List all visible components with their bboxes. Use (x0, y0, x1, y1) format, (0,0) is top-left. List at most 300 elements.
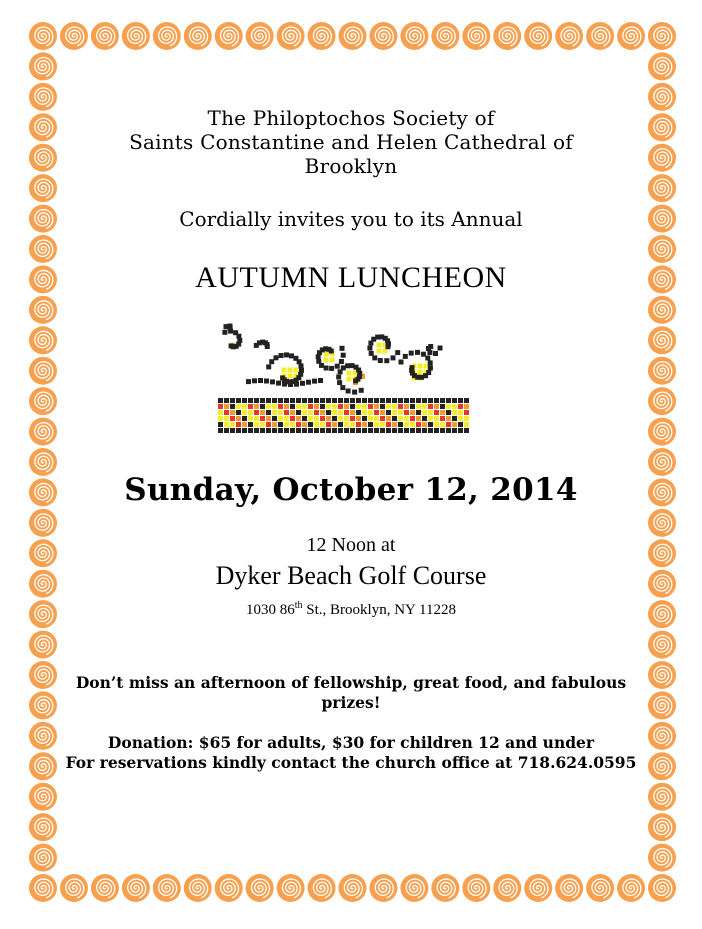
mosaic-tile (302, 404, 307, 409)
mosaic-tile (356, 404, 361, 409)
mosaic-tile (266, 416, 271, 421)
mosaic-tile (284, 404, 289, 409)
mosaic-tile (350, 422, 355, 427)
border-swirl (648, 357, 676, 385)
mosaic-tile (224, 422, 229, 427)
mosaic-tile (440, 428, 445, 433)
organization-line-2: Saints Constantine and Helen Cathedral of (129, 130, 573, 154)
border-swirl (29, 326, 57, 354)
mosaic-tile (338, 428, 343, 433)
border-swirl (215, 874, 243, 902)
mosaic-tile (345, 363, 350, 368)
mosaic-tile (242, 410, 247, 415)
mosaic-tile (440, 404, 445, 409)
mosaic-tile (308, 428, 313, 433)
mosaic-tile (428, 360, 433, 365)
mosaic-tile (404, 410, 409, 415)
mosaic-tile (341, 353, 346, 358)
mosaic-tile (398, 422, 403, 427)
mosaic-tile (350, 416, 355, 421)
mosaic-tile (330, 358, 335, 363)
border-swirl (648, 235, 676, 263)
mosaic-tile (339, 359, 344, 364)
mosaic-tile (337, 380, 342, 385)
mosaic-tile (266, 404, 271, 409)
border-swirl (29, 813, 57, 841)
mosaic-tile (279, 353, 284, 358)
border-swirl (29, 357, 57, 385)
mosaic-tile (218, 404, 223, 409)
mosaic-tile (236, 404, 241, 409)
mosaic-tile (434, 416, 439, 421)
mosaic-tile (422, 398, 427, 403)
mosaic-tile (416, 416, 421, 421)
mosaic-tile (274, 355, 279, 360)
mosaic-tile (338, 422, 343, 427)
mosaic-tile (368, 422, 373, 427)
mosaic-tile (425, 356, 430, 361)
mosaic-tile (224, 398, 229, 403)
mosaic-tile (428, 366, 433, 371)
border-swirl (339, 874, 367, 902)
mosaic-tile (410, 410, 415, 415)
mosaic-tile (270, 379, 275, 384)
mosaic-tile (266, 410, 271, 415)
mosaic-tile (320, 410, 325, 415)
border-swirl (29, 22, 57, 50)
mosaic-tile (266, 364, 271, 369)
mosaic-tile (324, 358, 329, 363)
mosaic-tile (356, 410, 361, 415)
mosaic-tile (312, 379, 317, 384)
mosaic-tile (380, 422, 385, 427)
mosaic-tile (416, 422, 421, 427)
mosaic-tile (362, 410, 367, 415)
mosaic-tile (368, 398, 373, 403)
mosaic-tile (362, 404, 367, 409)
mosaic-tile (458, 404, 463, 409)
border-swirl (29, 631, 57, 659)
mosaic-tile (248, 422, 253, 427)
mosaic-tile (272, 428, 277, 433)
border-swirl (648, 22, 676, 50)
mosaic-tile (369, 351, 374, 356)
mosaic-tile (410, 428, 415, 433)
mosaic-tile (246, 379, 251, 384)
mosaic-tile (332, 416, 337, 421)
mosaic-tile (258, 378, 263, 383)
border-swirl (277, 22, 305, 50)
mosaic-tile (318, 378, 323, 383)
mosaic-tile (458, 416, 463, 421)
mosaic-tile (242, 422, 247, 427)
mosaic-tile (398, 416, 403, 421)
mosaic-tile (386, 410, 391, 415)
mosaic-tile (272, 404, 277, 409)
border-swirl (369, 874, 397, 902)
mosaic-tile (288, 382, 293, 387)
mosaic-tile (374, 422, 379, 427)
mosaic-tile (236, 428, 241, 433)
mosaic-tile (341, 365, 346, 370)
mosaic-tile (335, 364, 340, 369)
mosaic-tile (302, 410, 307, 415)
mosaic-tile (344, 398, 349, 403)
mosaic-tile (248, 428, 253, 433)
mosaic-tile (377, 343, 382, 348)
mosaic-tile (347, 371, 352, 376)
donation-info (0, 733, 702, 773)
mosaic-tile (218, 410, 223, 415)
border-swirl (555, 22, 583, 50)
mosaic-tile (218, 416, 223, 421)
mosaic-tile (282, 382, 287, 387)
border-swirl (648, 387, 676, 415)
mosaic-tile (386, 428, 391, 433)
mosaic-tile (391, 355, 396, 360)
mosaic-tile (464, 428, 469, 433)
mosaic-tile (386, 416, 391, 421)
mosaic-tile (308, 410, 313, 415)
mosaic-tile (218, 422, 223, 427)
border-swirl (648, 418, 676, 446)
mosaic-tile (248, 416, 253, 421)
border-swirl (462, 22, 490, 50)
mosaic-tile (242, 416, 247, 421)
mosaic-tile (242, 404, 247, 409)
mosaic-tile (278, 410, 283, 415)
mosaic-tile (320, 422, 325, 427)
mosaic-tile (452, 428, 457, 433)
mosaic-tile (278, 428, 283, 433)
mosaic-tile (356, 416, 361, 421)
mosaic-tile (464, 410, 469, 415)
invitation-text: Cordially invites you to its Annual (179, 207, 523, 231)
mosaic-tile (404, 428, 409, 433)
mosaic-tile (218, 398, 223, 403)
mosaic-tile (395, 350, 400, 355)
mosaic-tile (280, 375, 285, 380)
mosaic-tile (314, 410, 319, 415)
mosaic-tile (296, 422, 301, 427)
mosaic-tile (306, 380, 311, 385)
mosaic-tile (260, 398, 265, 403)
mosaic-tile (374, 416, 379, 421)
border-swirl (369, 22, 397, 50)
mosaic-tile (284, 422, 289, 427)
mosaic-tile (374, 410, 379, 415)
organization-line-1: The Philoptochos Society of (207, 106, 495, 130)
mosaic-tile (350, 410, 355, 415)
mosaic-tile (434, 428, 439, 433)
mosaic-tile (344, 422, 349, 427)
mosaic-tile (398, 428, 403, 433)
border-swirl (29, 783, 57, 811)
event-venue: Dyker Beach Golf Course (215, 561, 487, 590)
mosaic-tile (296, 428, 301, 433)
mosaic-tile (380, 410, 385, 415)
mosaic-tile (368, 404, 373, 409)
mosaic-tile (289, 353, 294, 358)
mosaic-tile (314, 398, 319, 403)
mosaic-tile (384, 358, 389, 363)
mosaic-tile (236, 398, 241, 403)
mosaic-tile (399, 360, 404, 365)
mosaic-tile (392, 404, 397, 409)
mosaic-tile (326, 404, 331, 409)
mosaic-tile (296, 398, 301, 403)
mosaic-tile (438, 346, 443, 351)
border-swirl (431, 874, 459, 902)
border-swirl (29, 844, 57, 872)
address-number: 1030 86 (245, 602, 295, 618)
mosaic-tile (326, 416, 331, 421)
border-swirl (648, 844, 676, 872)
mosaic-tile (353, 378, 358, 383)
mosaic-tile (428, 404, 433, 409)
border-swirl (29, 296, 57, 324)
mosaic-tile (296, 404, 301, 409)
mosaic-tile (398, 410, 403, 415)
border-swirl (648, 783, 676, 811)
mosaic-tile (392, 410, 397, 415)
mosaic-tile (464, 416, 469, 421)
mosaic-tile (316, 359, 321, 364)
mosaic-tile (377, 349, 382, 354)
mosaic-tile (230, 416, 235, 421)
mosaic-tile (428, 344, 433, 349)
mosaic-tile (404, 416, 409, 421)
mosaic-tile (314, 416, 319, 421)
mosaic-tile (294, 382, 299, 387)
mosaic-tile (380, 416, 385, 421)
mosaic-tile (302, 422, 307, 427)
mosaic-tile (434, 398, 439, 403)
mosaic-tile (464, 404, 469, 409)
mosaic-tile (356, 422, 361, 427)
mosaic-tile (356, 428, 361, 433)
mosaic-tile (410, 416, 415, 421)
mosaic-tile (254, 428, 259, 433)
mosaic-tile (422, 404, 427, 409)
border-swirl (184, 22, 212, 50)
mosaic-tile (386, 398, 391, 403)
mosaic-tile (326, 428, 331, 433)
border-swirl (524, 22, 552, 50)
mosaic-tile (260, 428, 265, 433)
border-swirl (60, 22, 88, 50)
mosaic-tile (362, 416, 367, 421)
mosaic-tile (392, 422, 397, 427)
mosaic-tile (434, 422, 439, 427)
mosaic-tile (415, 350, 420, 355)
border-swirl (586, 22, 614, 50)
mosaic-tile (288, 368, 293, 373)
border-swirl (586, 874, 614, 902)
mosaic-tile (248, 410, 253, 415)
mosaic-tile (380, 428, 385, 433)
border-swirl (122, 22, 150, 50)
mosaic-tile (320, 404, 325, 409)
mosaic-tile (266, 428, 271, 433)
mosaic-tile (332, 404, 337, 409)
mosaic-tile (350, 398, 355, 403)
mosaic-tile (374, 398, 379, 403)
mosaic-tile (350, 428, 355, 433)
mosaic-tile (254, 416, 259, 421)
mosaic-tile (252, 378, 257, 383)
mosaic-tile (380, 398, 385, 403)
mosaic-tile (278, 416, 283, 421)
mosaic-tile (428, 416, 433, 421)
border-swirl (29, 418, 57, 446)
mosaic-tile (242, 428, 247, 433)
mosaic-tile (440, 416, 445, 421)
mosaic-tile (230, 428, 235, 433)
mosaic-tile (410, 398, 415, 403)
organization-line-3: Brooklyn (304, 154, 398, 178)
mosaic-tile (300, 381, 305, 386)
mosaic-tile (452, 416, 457, 421)
mosaic-tile (418, 370, 423, 375)
border-swirl (122, 874, 150, 902)
mosaic-tile (230, 422, 235, 427)
mosaic-tile (332, 398, 337, 403)
border-swirl (91, 22, 119, 50)
mosaic-tile (346, 389, 351, 394)
border-swirl (246, 22, 274, 50)
mosaic-tile (236, 410, 241, 415)
event-title: AUTUMN LUNCHEON (195, 261, 507, 294)
mosaic-tile (352, 390, 357, 395)
mosaic-tile (422, 422, 427, 427)
mosaic-tile (336, 375, 341, 380)
mosaic-tile (284, 398, 289, 403)
mosaic-tile (260, 416, 265, 421)
mosaic-tile (276, 381, 281, 386)
mosaic-tile (368, 410, 373, 415)
mosaic-tile (458, 410, 463, 415)
mosaic-tile (372, 355, 377, 360)
mosaic-tile (230, 404, 235, 409)
border-swirl (60, 874, 88, 902)
mosaic-tile (260, 404, 265, 409)
mosaic-tile (452, 422, 457, 427)
border-swirl (29, 387, 57, 415)
mosaic-tile (248, 404, 253, 409)
border-swirl (493, 874, 521, 902)
border-swirl (277, 874, 305, 902)
mosaic-tile (278, 404, 283, 409)
mosaic-tile (347, 377, 352, 382)
mosaic-tile (422, 416, 427, 421)
border-swirl (29, 52, 57, 80)
mosaic-tile (464, 422, 469, 427)
mosaic-tile (416, 428, 421, 433)
mosaic-tile (260, 410, 265, 415)
mosaic-tile (230, 410, 235, 415)
border-swirl (431, 22, 459, 50)
mosaic-tile (374, 404, 379, 409)
mosaic-tile (314, 428, 319, 433)
mosaic-tile (272, 416, 277, 421)
mosaic-tile (278, 398, 283, 403)
mosaic-tile (403, 354, 408, 359)
mosaic-tile (282, 368, 287, 373)
border-swirl (184, 874, 212, 902)
event-time: 12 Noon at (306, 534, 396, 556)
mosaic-tile (222, 330, 227, 335)
mosaic-tile (410, 422, 415, 427)
mosaic-tile (359, 388, 364, 393)
mosaic-tile (383, 349, 388, 354)
mosaic-tile (422, 410, 427, 415)
border-swirl (308, 874, 336, 902)
mosaic-tile (294, 368, 299, 373)
mosaic-tile (230, 398, 235, 403)
border-swirl (555, 874, 583, 902)
mosaic-tile (410, 404, 415, 409)
mosaic-tile (344, 410, 349, 415)
mosaic-tile (416, 410, 421, 415)
mosaic-tile (332, 410, 337, 415)
mosaic-tile (254, 422, 259, 427)
mosaic-tile (428, 410, 433, 415)
mosaic-tile (368, 428, 373, 433)
mosaic-tile (264, 379, 269, 384)
mosaic-tile (290, 416, 295, 421)
border-swirl (648, 326, 676, 354)
mosaic-tile (440, 422, 445, 427)
mosaic-tile (428, 428, 433, 433)
mosaic-tile (288, 374, 293, 379)
mosaic-tile (338, 398, 343, 403)
mosaic-tile (272, 422, 277, 427)
mosaic-tile (452, 404, 457, 409)
mosaic-tile (392, 416, 397, 421)
border-swirl (153, 22, 181, 50)
mosaic-tile (380, 404, 385, 409)
mosaic-tile (446, 398, 451, 403)
autumn-leaves-mosaic-illustration (210, 318, 470, 438)
mosaic-tile (254, 410, 259, 415)
organization-name (0, 106, 702, 178)
mosaic-tile (378, 358, 383, 363)
mosaic-tile (290, 398, 295, 403)
border-swirl (524, 874, 552, 902)
mosaic-tile (224, 416, 229, 421)
mosaic-tile (338, 404, 343, 409)
mosaic-tile (362, 398, 367, 403)
mosaic-tile (332, 422, 337, 427)
mosaic-tile (392, 398, 397, 403)
mosaic-tile (272, 398, 277, 403)
mosaic-tile (254, 398, 259, 403)
border-swirl (153, 874, 181, 902)
border-swirl (246, 874, 274, 902)
mosaic-tile (368, 416, 373, 421)
mosaic-tile (418, 364, 423, 369)
mosaic-tile (332, 428, 337, 433)
mosaic-tile (290, 428, 295, 433)
mosaic-tile (224, 410, 229, 415)
mosaic-tile (446, 410, 451, 415)
mosaic-tile (326, 410, 331, 415)
mosaic-tile (284, 416, 289, 421)
mosaic-tile (265, 344, 270, 349)
mosaic-tile (308, 404, 313, 409)
mosaic-tile (362, 428, 367, 433)
